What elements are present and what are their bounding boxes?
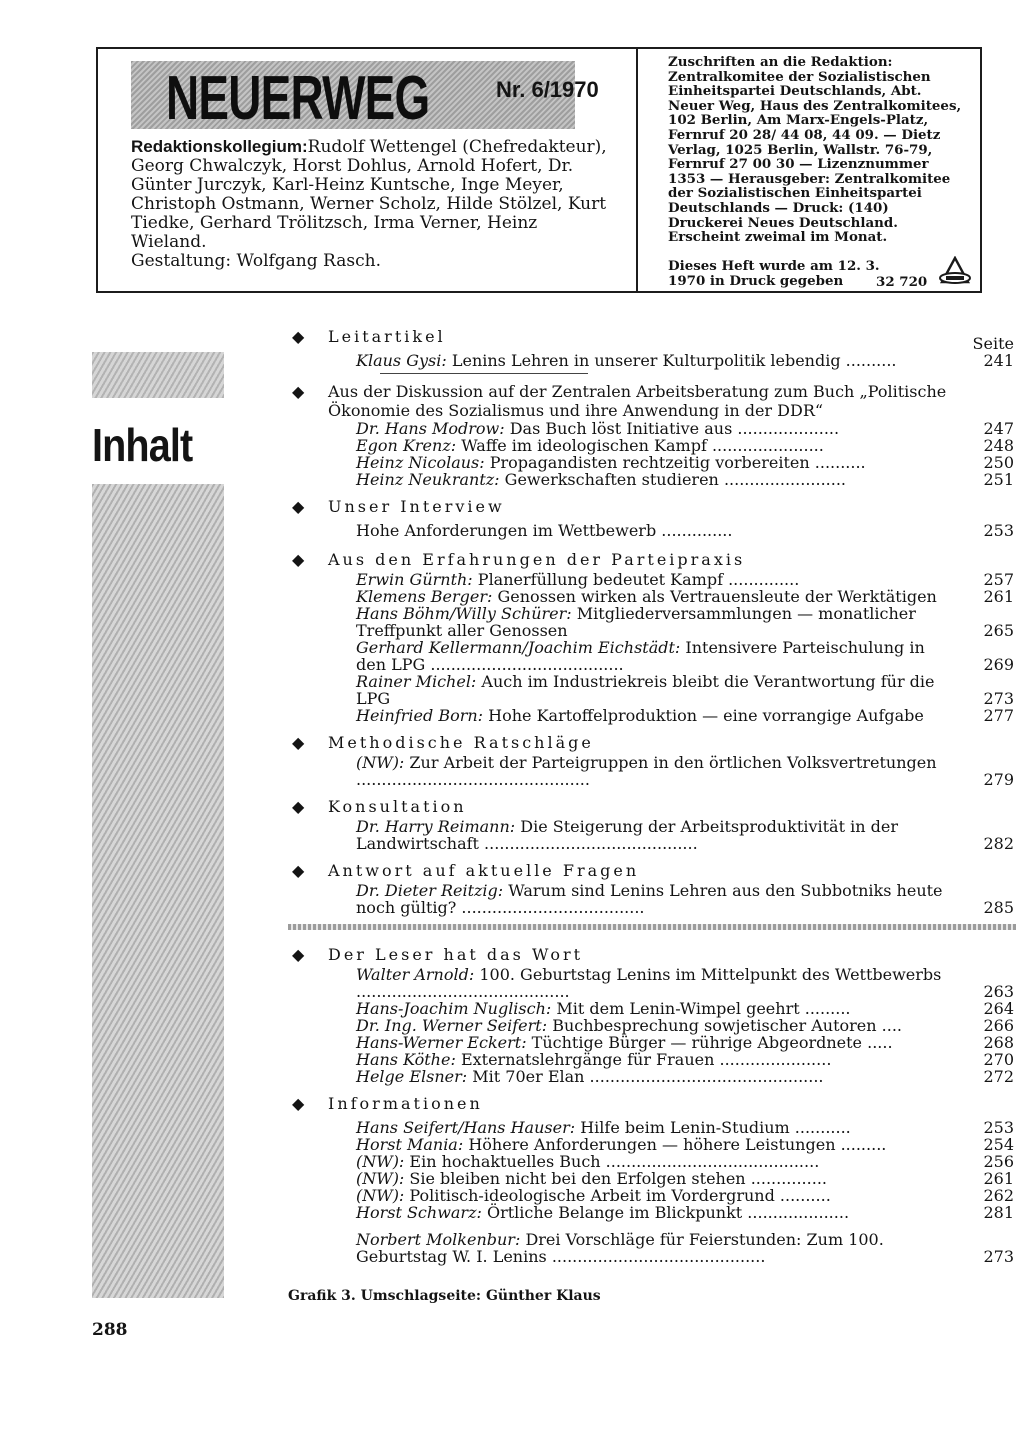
toc-entry: Gerhard Kellermann/Joachim Eichstädt: Intensivere Parteischulung in den LPG ...................................... 269 <box>356 638 1014 674</box>
sidebar-texture-top <box>92 352 224 398</box>
page-ref: 285 <box>983 898 1014 917</box>
page-ref: 253 <box>983 521 1014 540</box>
section-heading: ◆ Antwort auf aktuelle Fragen <box>292 861 640 880</box>
toc-entry: Egon Krenz: Waffe im ideologischen Kampf ...................... 248 <box>356 436 1014 455</box>
toc-entry: (NW): Politisch-ideologische Arbeit im Vordergrund .......... 262 <box>356 1186 1014 1205</box>
page-ref: 270 <box>983 1050 1014 1069</box>
page-ref: 251 <box>983 470 1014 489</box>
print-note: Dieses Heft wurde am 12. 3. 1970 in Druck gegeben <box>668 258 880 289</box>
masthead <box>96 47 982 293</box>
page-column-label: Seite <box>972 334 1014 353</box>
diamond-bullet-icon: ◆ <box>292 327 305 346</box>
page-ref: 254 <box>983 1135 1014 1154</box>
magazine-logo: NEUERWEG <box>166 64 430 133</box>
table-of-contents <box>288 326 1022 1265</box>
page-ref: 253 <box>983 1118 1014 1137</box>
section-heading: ◆ Der Leser hat das Wort <box>292 945 584 964</box>
page-ref: 273 <box>983 1247 1014 1266</box>
toc-entry: Hans-Werner Eckert: Tüchtige Bürger — rührige Abgeordnete ..... 268 <box>356 1033 1014 1052</box>
toc-entry: (NW): Ein hochaktuelles Buch .......................................... 256 <box>356 1152 1014 1171</box>
toc-entry: Dr. Hans Modrow: Das Buch löst Initiative aus .................... 247 <box>356 419 1014 438</box>
toc-entry: Erwin Gürnth: Planerfüllung bedeutet Kampf .............. 257 <box>356 570 1014 589</box>
diamond-bullet-icon: ◆ <box>292 1094 305 1113</box>
toc-entry: Heinz Neukrantz: Gewerkschaften studieren ........................ 251 <box>356 470 1014 489</box>
page-ref: 262 <box>983 1186 1014 1205</box>
toc-entry: Klemens Berger: Genossen wirken als Vertrauensleute der Werktätigen 261 <box>356 587 1014 606</box>
toc-entry: Dr. Dieter Reitzig: Warum sind Lenins Lehren aus den Subbotniks heute noch gültig? .................................... 285 <box>356 881 1014 917</box>
masthead-left-panel <box>98 49 638 293</box>
toc-entry: Dr. Ing. Werner Seifert: Buchbesprechung sowjetischer Autoren .... 266 <box>356 1016 1014 1035</box>
print-number: 32 720 <box>876 274 928 290</box>
section-divider <box>380 373 588 374</box>
section-heading: ◆ Leitartikel <box>292 327 446 346</box>
toc-entry: Horst Mania: Höhere Anforderungen — höhere Leistungen ......... 254 <box>356 1135 1014 1154</box>
page-ref: 266 <box>983 1016 1014 1035</box>
toc-entry: Hans Köthe: Externatslehrgänge für Frauen ...................... 270 <box>356 1050 1014 1069</box>
page-ref: 261 <box>983 587 1014 606</box>
printer-logo-icon <box>938 256 972 288</box>
toc-entry: Rainer Michel: Auch im Industriekreis bleibt die Verantwortung für die LPG 273 <box>356 672 1014 708</box>
toc-entry: Hans Seifert/Hans Hauser: Hilfe beim Lenin-Studium ........... 253 <box>356 1118 1014 1137</box>
toc-entry: Hans-Joachim Nuglisch: Mit dem Lenin-Wimpel geehrt ......... 264 <box>356 999 1014 1018</box>
diamond-bullet-icon: ◆ <box>292 861 305 880</box>
toc-entry: Dr. Harry Reimann: Die Steigerung der Arbeitsproduktivität in der Landwirtschaft .......................................... 282 <box>356 817 1014 853</box>
toc-section <box>288 944 1022 1085</box>
toc-section <box>288 860 1022 930</box>
editorial-names: Rudolf Wettengel (Chefredakteur), Georg Chwalczyk, Horst Dohlus, Arnold Hofert, Dr. Günter Jurczyk, Karl-Heinz Kuntsche, Inge Meyer, Christoph Ostmann, Werner Scholz, Hilde Stölzel, Kurt Tiedke, Gerhard Trölitzsch, Irma Verner, Heinz Wieland. <box>131 137 607 252</box>
page-ref: 247 <box>983 419 1014 438</box>
toc-section <box>288 326 1022 374</box>
page-ref: 281 <box>983 1203 1014 1222</box>
section-heading: ◆ Informationen <box>292 1094 483 1113</box>
toc-section <box>288 382 1022 488</box>
page-ref: 256 <box>983 1152 1014 1171</box>
contents-title: Inhalt <box>92 419 193 471</box>
page-ref: 279 <box>983 770 1014 789</box>
toc-entry: Hans Böhm/Willy Schürer: Mitgliederversammlungen — monatlicher Treffpunkt aller Genossen 265 <box>356 604 1014 640</box>
issue-number: Nr. 6/1970 <box>496 77 599 102</box>
toc-section <box>288 1093 1022 1265</box>
diamond-bullet-icon: ◆ <box>292 945 305 964</box>
toc-entry: (NW): Zur Arbeit der Parteigruppen in den örtlichen Volksvertretungen .............................................. 279 <box>356 753 1014 789</box>
toc-entry: Hohe Anforderungen im Wettbewerb .............. 253 <box>356 521 1014 540</box>
graphics-credit: Grafik 3. Umschlagseite: Günther Klaus <box>288 1288 601 1304</box>
toc-entry: Walter Arnold: 100. Geburtstag Lenins im Mittelpunkt des Wettbewerbs .......................................... 263 <box>356 965 1014 1001</box>
section-heading: ◆ Aus der Diskussion auf der Zentralen Arbeitsberatung zum Buch „Politische Ökonomie des Sozialismus und ihre Anwendung in der DDR“ <box>292 382 947 420</box>
diamond-bullet-icon: ◆ <box>292 797 305 816</box>
toc-entry: Heinz Nicolaus: Propagandisten rechtzeitig vorbereiten .......... 250 <box>356 453 1014 472</box>
section-heading: ◆ Unser Interview <box>292 497 505 516</box>
section-heading: ◆ Konsultation <box>292 797 467 816</box>
toc-entry: Norbert Molkenbur: Drei Vorschläge für Feierstunden: Zum 100. Geburtstag W. I. Lenins .......................................... 273 <box>356 1230 1014 1266</box>
page-ref: 264 <box>983 999 1014 1018</box>
toc-entry: Klaus Gysi: Lenins Lehren in unserer Kulturpolitik lebendig .......... 241 <box>356 351 1014 370</box>
diamond-bullet-icon: ◆ <box>292 550 305 569</box>
page-ref: 268 <box>983 1033 1014 1052</box>
editorial-board <box>131 137 609 271</box>
toc-section <box>288 796 1022 852</box>
page-ref: 277 <box>983 706 1014 725</box>
page-ref: 265 <box>983 621 1014 640</box>
dotted-divider <box>288 924 1016 930</box>
toc-entry: Helge Elsner: Mit 70er Elan .............................................. 272 <box>356 1067 1014 1086</box>
toc-entry: Horst Schwarz: Örtliche Belange im Blickpunkt .................... 281 <box>356 1203 1014 1222</box>
page-ref: 263 <box>983 982 1014 1001</box>
diamond-bullet-icon: ◆ <box>292 497 305 516</box>
toc-entry: Heinfried Born: Hohe Kartoffelproduktion — eine vorrangige Aufgabe 277 <box>356 706 1014 725</box>
page-ref: 272 <box>983 1067 1014 1086</box>
diamond-bullet-icon: ◆ <box>292 382 305 401</box>
toc-section <box>288 496 1022 539</box>
design-credit: Gestaltung: Wolfgang Rasch. <box>131 251 381 271</box>
page-ref: 241 <box>983 351 1014 370</box>
contact-info: Zuschriften an die Redaktion: Zentralkomitee der Sozialistischen Einheitspartei Deutschlands, Abt. Neuer Weg, Haus des Zentralkomitees, 102 Berlin, Am Marx-Engels-Platz, Fernruf 20 28/ 44 08, 44 09. — Dietz Verlag, 1025 Berlin, Wallstr. 76-79, Fernruf 27 00 30 — Lizenznummer 1353 — Herausgeber: Zentralkomitee der Sozialistischen Einheitspartei Deutschlands — Druck: (140) Druckerei Neues Deutschland. Erscheint zweimal im Monat. <box>668 54 962 246</box>
page-ref: 269 <box>983 655 1014 674</box>
section-heading: ◆ Methodische Ratschläge <box>292 733 594 752</box>
section-heading: ◆ Aus den Erfahrungen der Parteipraxis <box>292 550 746 569</box>
page-ref: 261 <box>983 1169 1014 1188</box>
toc-section <box>288 732 1022 788</box>
editorial-label: Redaktionskollegium: <box>131 137 308 156</box>
page-ref: 273 <box>983 689 1014 708</box>
masthead-right-panel <box>638 49 980 293</box>
diamond-bullet-icon: ◆ <box>292 733 305 752</box>
sidebar-texture-bottom <box>92 484 224 1298</box>
toc-section <box>288 549 1022 724</box>
page-ref: 248 <box>983 436 1014 455</box>
toc-entry: (NW): Sie bleiben nicht bei den Erfolgen stehen ............... 261 <box>356 1169 1014 1188</box>
page-number: 288 <box>92 1320 128 1340</box>
page-ref: 282 <box>983 834 1014 853</box>
page-ref: 250 <box>983 453 1014 472</box>
page-ref: 257 <box>983 570 1014 589</box>
